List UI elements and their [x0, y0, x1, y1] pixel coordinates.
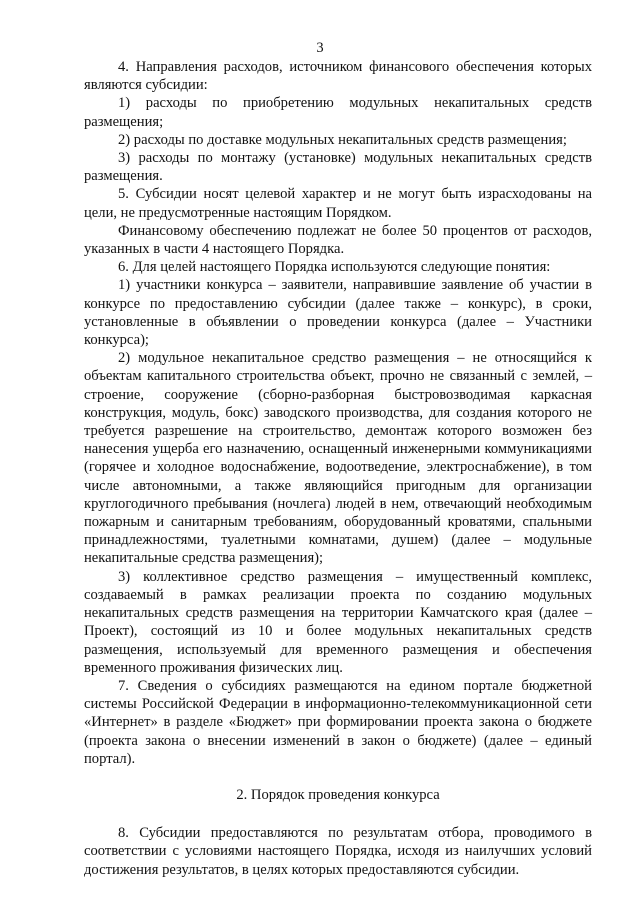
- paragraph-5-funding: Финансовому обеспечению подлежат не более 50 процентов от расходов, указанных в части 4 настоящего Порядка.: [84, 222, 592, 258]
- paragraph-6-item-2: 2) модульное некапитальное средство размещения – не относящийся к объектам капитального строительства объект, прочно не связанный с землей, – строение, сооружение (сборно-разборная быстровозводимая каркасная конструкция, модуль, бокс) заводского производства, для создания которого не требуется разрешение на строительство, демонтаж которого возможен без нанесения ущерба его назначению, оснащенный инженерными коммуникациями (горячее и холодное водоснабжение, водоотведение, электроснабжение), в том числе автономными, а также являющийся пригодным для организации круглогодичного пребывания (ночлега) людей в нем, отвечающий необходимым пожарным и санитарным требованиям, оборудованный кроватями, спальными принадлежностями, туалетными комнатами, душем) (далее – модульные некапитальные средства размещения);: [84, 350, 592, 567]
- paragraph-6-item-3: 3) коллективное средство размещения – имущественный комплекс, создаваемый в рамках реализации проекта по созданию модульных некапитальных средств размещения на территории Камчатского края (далее – Проект), состоящий из 10 и более модульных некапитальных средств размещения, используемый для временного размещения и обеспечения временного проживания физических лиц.: [84, 568, 592, 676]
- paragraph-7: 7. Сведения о субсидиях размещаются на едином портале бюджетной системы Российской Федерации в информационно-телекоммуникационной сети «Интернет» в разделе «Бюджет» при формировании проекта закона о бюджете (проекта закона о внесении изменений в закон о бюджете) (далее – единый портал).: [84, 677, 592, 767]
- paragraph-4-item-1: 1) расходы по приобретению модульных некапитальных средств размещения;: [84, 95, 592, 130]
- page-number: 3: [316, 40, 324, 56]
- paragraph-6-item-1: 1) участники конкурса – заявители, направившие заявление об участии в конкурсе по предоставлению субсидии (далее также – конкурс), в сроки, установленные в объявлении о проведении конкурса (далее – Участники конкурса);: [84, 277, 592, 349]
- paragraph-4-item-2: 2) расходы по доставке модульных некапитальных средств размещения;: [118, 131, 567, 148]
- paragraph-5: 5. Субсидии носят целевой характер и не могут быть израсходованы на цели, не предусмотренные настоящим Порядком.: [84, 186, 592, 221]
- paragraph-4-item-3: 3) расходы по монтажу (установке) модульных некапитальных средств размещения.: [84, 150, 592, 185]
- paragraph-4: 4. Направления расходов, источником финансового обеспечения которых являются субсидии:: [84, 59, 592, 94]
- paragraph-8: 8. Субсидии предоставляются по результатам отбора, проводимого в соответствии с условиями настоящего Порядка, исходя из наилучших условий достижения результатов, в целях которых предоставляются субсидии.: [84, 825, 592, 878]
- document-body: [84, 58, 592, 879]
- paragraph-6: 6. Для целей настоящего Порядка используются следующие понятия:: [118, 259, 551, 276]
- section-heading: 2. Порядок проведения конкурса: [236, 786, 440, 803]
